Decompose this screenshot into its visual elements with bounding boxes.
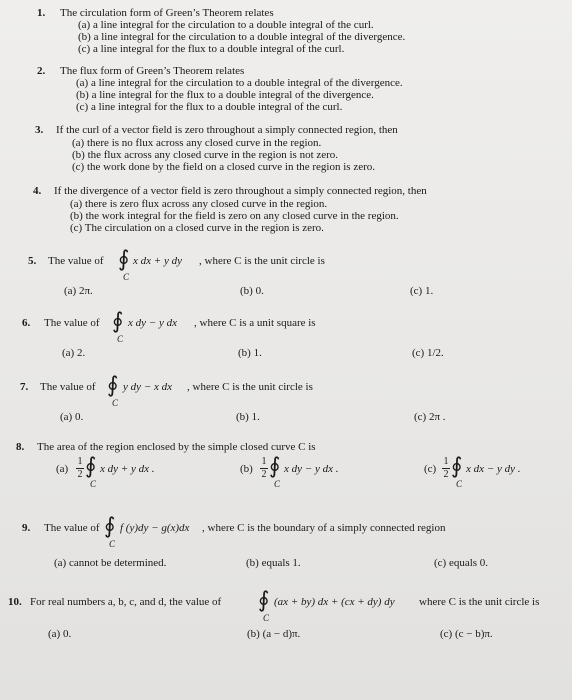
q4-option-a: (a) there is zero flux across any closed curve in the region. [70,198,328,210]
q7-option-a: (a) 0. [60,411,84,423]
q1-stem: The circulation form of Green’s Theorem relates [60,7,274,19]
q6-option-b: (b) 1. [238,347,262,359]
contour-integral-icon: ∮ [107,372,119,397]
q3-option-a: (a) there is no flux across any closed curve in the region. [72,137,322,149]
contour-integral-icon: ∮ [85,453,97,478]
q6-option-c: (c) 1/2. [412,347,444,359]
q5-integrand: x dx + y dy [133,255,182,267]
contour-integral-icon: ∮ [451,453,463,478]
q7-option-c: (c) 2π . [414,411,446,423]
q1-option-a: (a) a line integral for the circulation to a double integral of the curl. [78,19,374,31]
q10-stem-post: where C is the unit circle is [419,596,540,608]
q7-integrand: y dy − x dx [123,381,172,393]
q8-option-c-label: (c) [424,463,437,475]
q10-contour-label: C [263,613,270,623]
q10-number: 10. [8,596,22,608]
q8-option-b-label: (b) [240,463,253,475]
q9-option-c: (c) equals 0. [434,557,489,569]
q10-option-c: (c) (c − b)π. [440,628,493,640]
q8-option-b-fraction [260,457,268,480]
q10-integrand: (ax + by) dx + (cx + dy) dy [274,596,395,608]
fraction-numerator: 1 [77,456,83,467]
fraction-numerator: 1 [443,456,449,467]
q5-contour-label: C [123,272,130,282]
q1-option-c: (c) a line integral for the flux to a double integral of the curl. [78,43,345,55]
q6-option-a: (a) 2. [62,347,86,359]
q10-option-a: (a) 0. [48,628,72,640]
fraction-numerator: 1 [261,456,267,467]
contour-integral-icon: ∮ [269,453,281,478]
q8-option-c-integrand: x dx − y dy . [466,463,521,475]
q7-number: 7. [20,381,29,393]
q8-option-b-integrand: x dy − y dx . [284,463,339,475]
q2-option-c: (c) a line integral for the flux to a double integral of the curl. [76,101,343,113]
contour-integral-icon: ∮ [118,246,130,271]
q6-integrand: x dy − y dx [128,317,177,329]
q4-stem: If the divergence of a vector field is zero throughout a simply connected region, then [54,185,427,197]
q3-stem: If the curl of a vector field is zero throughout a simply connected region, then [56,124,398,136]
q8-option-a-fraction [76,457,84,480]
q9-option-a: (a) cannot be determined. [54,557,167,569]
q5-option-c: (c) 1. [410,285,434,297]
q6-stem-pre: The value of [44,317,100,329]
q7-stem-pre: The value of [40,381,96,393]
q10-option-b: (b) (a − d)π. [247,628,301,640]
contour-integral-icon: ∮ [104,513,116,538]
q2-stem: The flux form of Green’s Theorem relates [60,65,245,77]
q2-option-b: (b) a line integral for the flux to a double integral of the divergence. [76,89,374,101]
q7-stem-post: , where C is the unit circle is [187,381,313,393]
q9-stem-post: , where C is the boundary of a simply connected region [202,522,446,534]
q5-option-a: (a) 2π. [64,285,93,297]
q4-option-b: (b) the work integral for the field is zero on any closed curve in the region. [70,210,399,222]
q3-option-b: (b) the flux across any closed curve in the region is not zero. [72,149,339,161]
fraction-denominator: 2 [443,469,449,480]
q3-option-c: (c) the work done by the field on a closed curve in the region is zero. [72,161,376,173]
q8-number: 8. [16,441,25,453]
q8-stem: The area of the region enclosed by the simple closed curve C is [37,441,316,453]
contour-integral-icon: ∮ [112,308,124,333]
q1-number: 1. [37,7,46,19]
q5-stem-pre: The value of [48,255,104,267]
q9-stem-pre: The value of [44,522,100,534]
q5-number: 5. [28,255,37,267]
q8-option-a-label: (a) [56,463,69,475]
q2-number: 2. [37,65,46,77]
q4-option-c: (c) The circulation on a closed curve in the region is zero. [70,222,324,234]
q5-stem-post: , where C is the unit circle is [199,255,325,267]
q2-option-a: (a) a line integral for the circulation to a double integral of the divergence. [76,77,403,89]
q9-integrand: f (y)dy − g(x)dx [120,522,190,534]
q7-option-b: (b) 1. [236,411,260,423]
q8-option-b-contour-label: C [274,479,281,489]
q4-number: 4. [33,185,42,197]
q9-contour-label: C [109,539,116,549]
q6-stem-post: , where C is a unit square is [194,317,316,329]
q9-number: 9. [22,522,31,534]
q8-option-a-integrand: x dy + y dx . [100,463,155,475]
q5-option-b: (b) 0. [240,285,264,297]
q6-number: 6. [22,317,31,329]
q6-contour-label: C [117,334,124,344]
q3-number: 3. [35,124,44,136]
q1-option-b: (b) a line integral for the circulation to a double integral of the divergence. [78,31,406,43]
fraction-denominator: 2 [77,469,83,480]
contour-integral-icon: ∮ [258,587,270,612]
q9-option-b: (b) equals 1. [246,557,301,569]
q7-contour-label: C [112,398,119,408]
q8-option-c-fraction [442,457,450,480]
q8-option-c-contour-label: C [456,479,463,489]
q8-option-a-contour-label: C [90,479,97,489]
fraction-denominator: 2 [261,469,267,480]
q10-stem-pre: For real numbers a, b, c, and d, the value of [30,596,222,608]
